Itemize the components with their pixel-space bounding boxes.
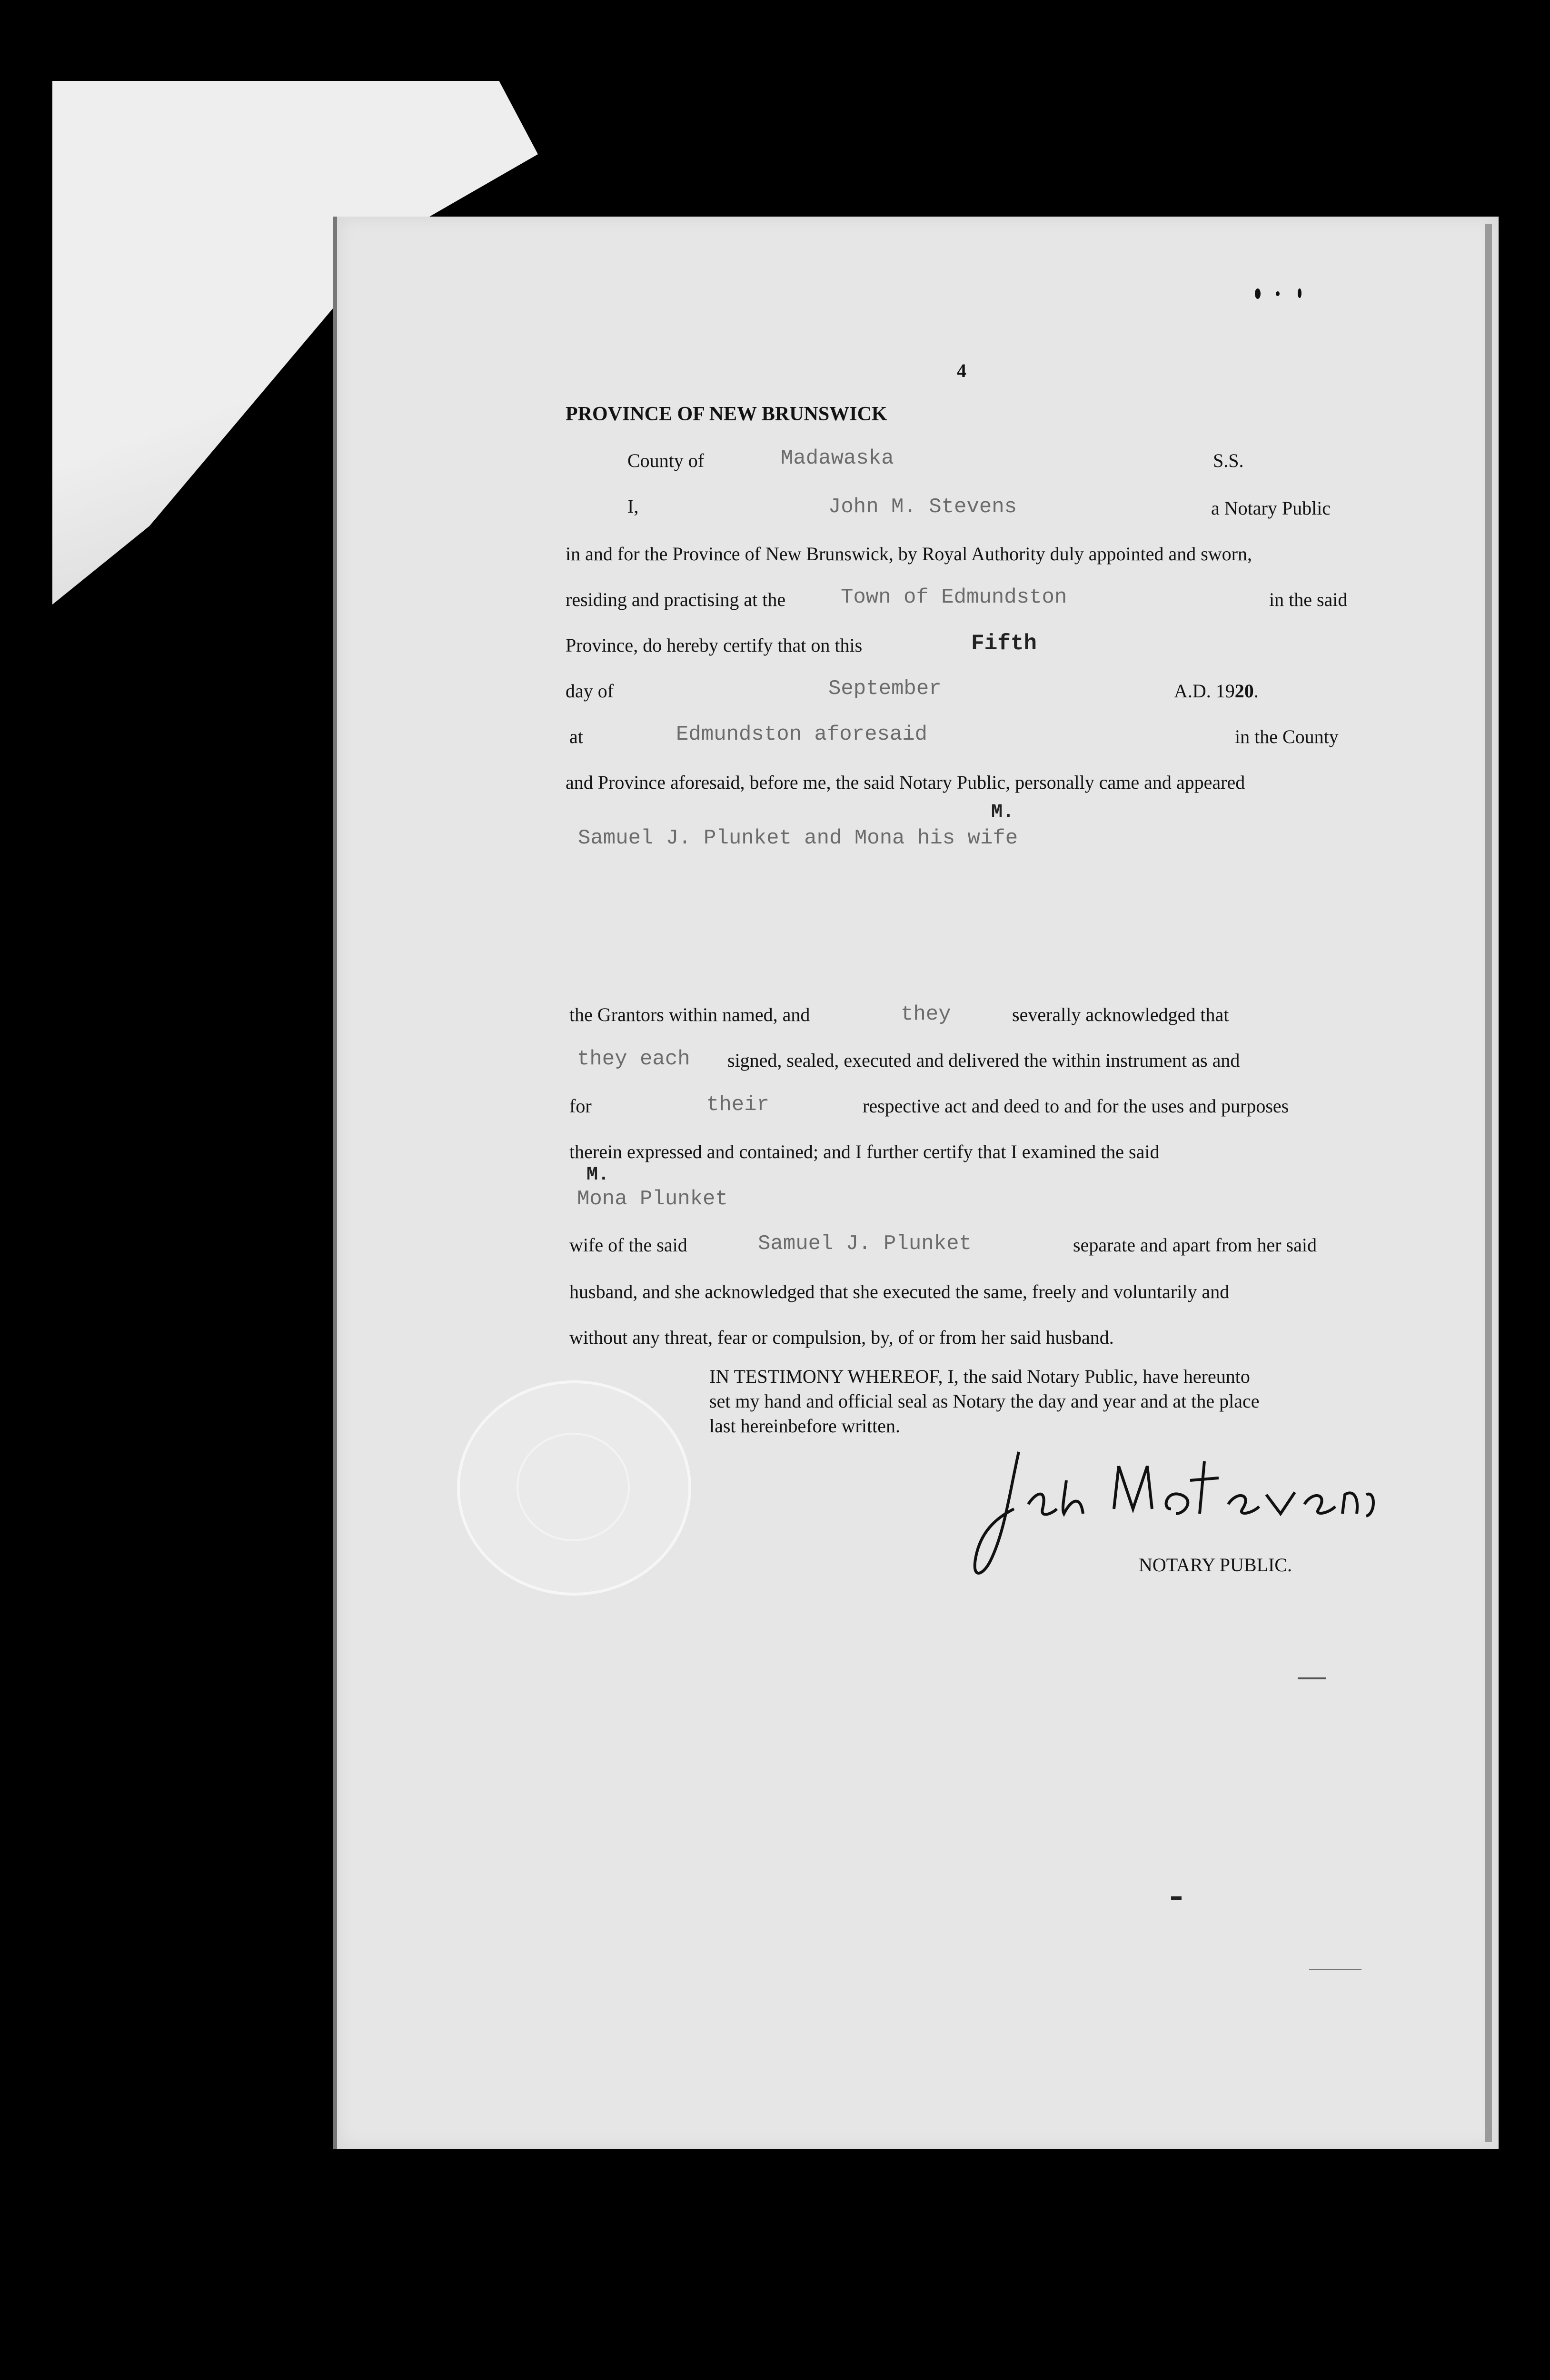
notary-name-value: John M. Stevens xyxy=(828,495,1017,519)
residing-label: residing and practising at the xyxy=(566,589,786,610)
appeared-value: Samuel J. Plunket and Mona his wife xyxy=(578,826,1018,850)
ad-period: . xyxy=(1253,680,1259,702)
respective-text: respective act and deed to and for the uses and purposes xyxy=(863,1095,1289,1117)
day-of-label: day of xyxy=(566,680,614,702)
text-line: therein expressed and contained; and I further certify that I examined the said xyxy=(569,1141,1160,1162)
province-certify-label: Province, do hereby certify that on this xyxy=(566,635,863,656)
wife-name-value: Mona Plunket xyxy=(577,1187,728,1211)
separate-text: separate and apart from her said xyxy=(1073,1234,1317,1256)
ad-label xyxy=(1174,680,1259,702)
embossed-seal-center xyxy=(517,1433,630,1541)
for-label: for xyxy=(569,1095,592,1117)
testimony-line-2: set my hand and official seal as Notary the day and year and at the place xyxy=(709,1390,1260,1412)
year-value: 20 xyxy=(1234,680,1254,702)
text-line: husband, and she acknowledged that she executed the same, freely and voluntarily and xyxy=(569,1281,1230,1302)
wife-insert: M. xyxy=(586,1164,610,1186)
residing-value: Town of Edmundston xyxy=(841,585,1067,609)
stray-mark xyxy=(1298,1677,1326,1679)
in-the-county-label: in the County xyxy=(1235,726,1339,747)
punch-mark xyxy=(1276,291,1280,296)
testimony-line-1: IN TESTIMONY WHEREOF, I, the said Notary Public, have hereunto xyxy=(709,1366,1250,1387)
county-label: County of xyxy=(627,450,705,471)
testimony-line-3: last hereinbefore written. xyxy=(709,1415,900,1437)
signed-text: signed, sealed, executed and delivered the within instrument as and xyxy=(727,1050,1240,1071)
punch-mark xyxy=(1298,288,1302,298)
text-line: in and for the Province of New Brunswick, by Royal Authority duly appointed and sworn, xyxy=(566,543,1252,565)
month-value: September xyxy=(828,677,942,701)
stray-mark xyxy=(1171,1896,1182,1900)
stray-mark xyxy=(1309,1969,1361,1970)
at-label: at xyxy=(569,726,583,747)
husband-value: Samuel J. Plunket xyxy=(758,1232,972,1256)
punch-mark xyxy=(1255,288,1261,299)
their-value: their xyxy=(706,1093,770,1117)
document-heading: PROVINCE OF NEW BRUNSWICK xyxy=(566,403,887,425)
i-label: I, xyxy=(627,496,639,517)
text-line: without any threat, fear or compulsion, by, of or from her said husband. xyxy=(569,1327,1114,1348)
ss-label: S.S. xyxy=(1213,450,1244,471)
text-line: and Province aforesaid, before me, the said Notary Public, personally came and appeared xyxy=(566,772,1245,793)
appeared-insert: M. xyxy=(991,802,1014,823)
grantors-value: they xyxy=(901,1002,951,1026)
notary-label: a Notary Public xyxy=(1211,497,1331,519)
notary-public-label: NOTARY PUBLIC. xyxy=(1139,1554,1292,1576)
county-value: Madawaska xyxy=(781,446,894,470)
day-value: Fifth xyxy=(971,631,1037,656)
grantors-label: the Grantors within named, and xyxy=(569,1004,810,1025)
page-number: 4 xyxy=(957,360,966,381)
in-the-said-label: in the said xyxy=(1269,589,1348,610)
at-value: Edmundston aforesaid xyxy=(676,723,928,746)
each-value: they each xyxy=(577,1047,690,1071)
wife-of-label: wife of the said xyxy=(569,1234,687,1256)
ad-prefix: A.D. 19 xyxy=(1174,680,1235,702)
page-edge xyxy=(1485,224,1492,2142)
severally-label: severally acknowledged that xyxy=(1012,1004,1229,1025)
